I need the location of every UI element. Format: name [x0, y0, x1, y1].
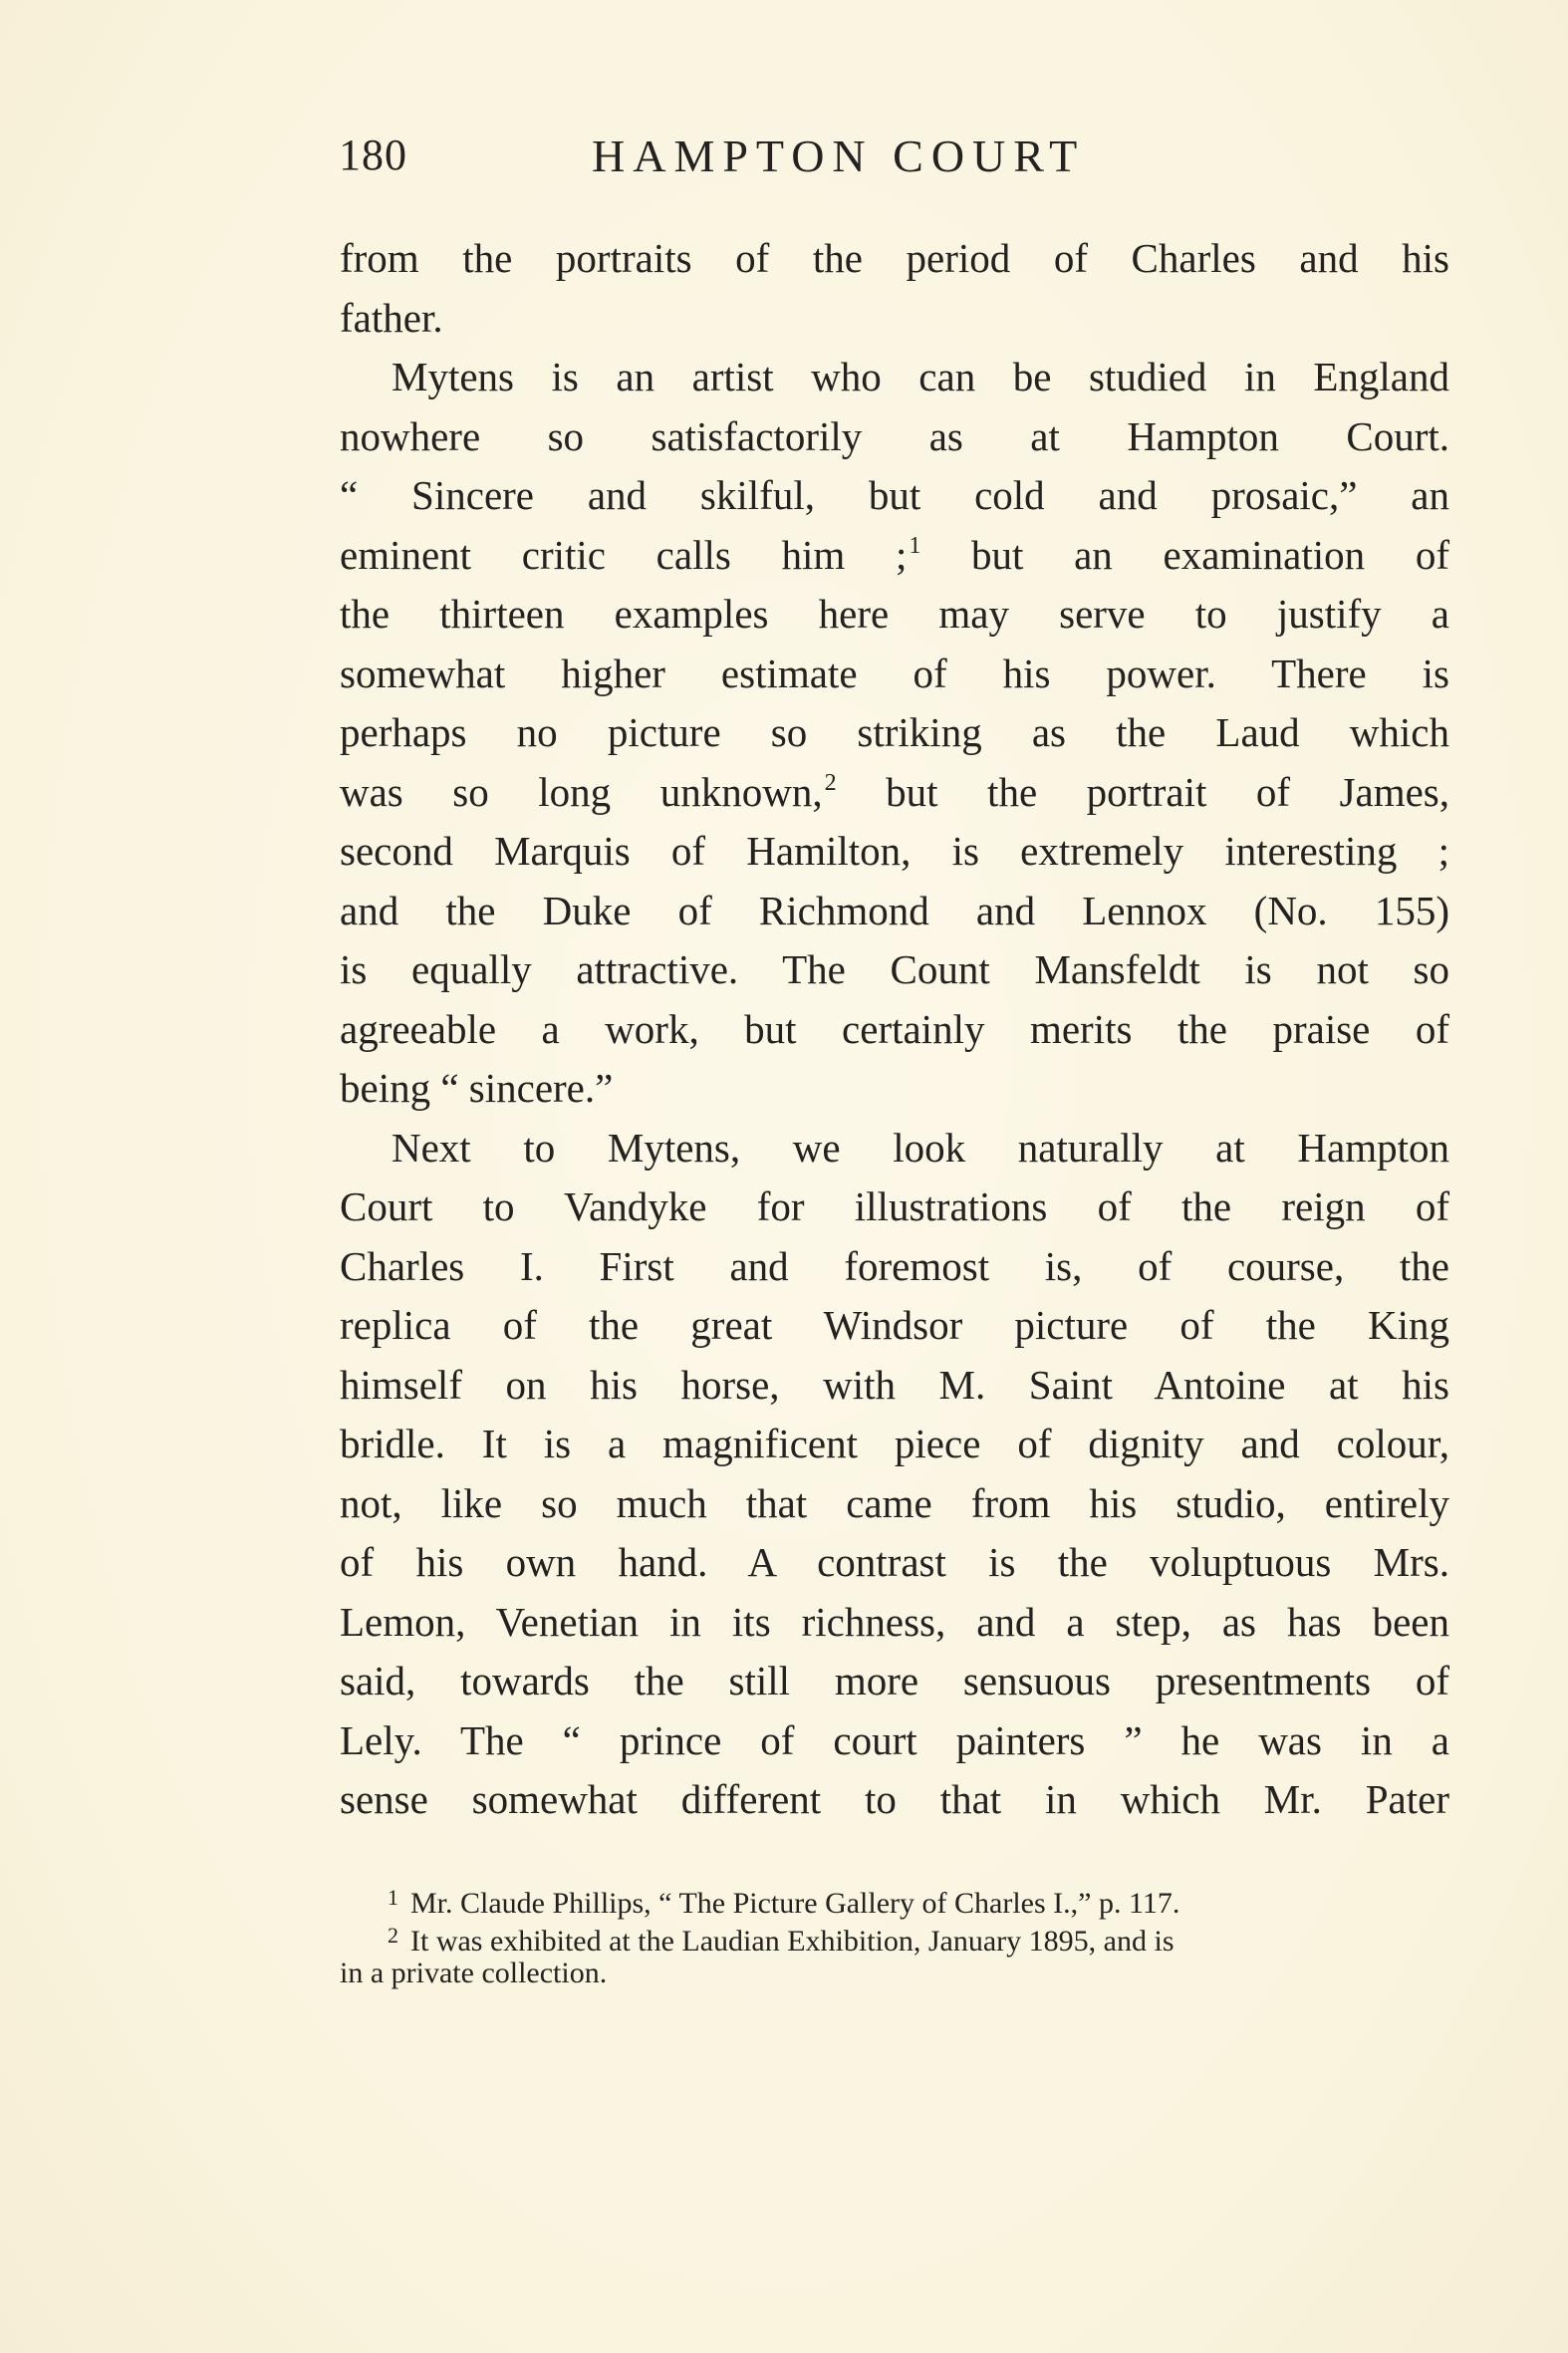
text-line: himself on his horse, with M. Saint Antoine at his — [340, 1361, 1449, 1408]
text-line — [340, 763, 1449, 823]
footnote-mark: 1 — [388, 1885, 398, 1910]
text-line: nowhere so satisfactorily as at Hampton Court. — [340, 412, 1449, 459]
page-number: 180 — [339, 131, 407, 179]
footnote-ref: 2 — [824, 769, 837, 796]
text-line: father. — [340, 294, 443, 341]
text-line: somewhat higher estimate of his power. There is — [340, 650, 1449, 696]
text-line: is equally attractive. The Count Mansfeldt is not so — [340, 946, 1449, 992]
text-line: said, towards the still more sensuous presentments of — [340, 1658, 1449, 1703]
text-line: Lely. The “ prince of court painters ” he was in a — [340, 1716, 1449, 1763]
text-line: Lemon, Venetian in its richness, and a step, as has been — [340, 1598, 1449, 1645]
footnote — [340, 1879, 1449, 1920]
text-segment: but the portrait of James, — [886, 768, 1450, 815]
text-line: agreeable a work, but certainly merits the praise of — [340, 1005, 1449, 1052]
footnotes — [340, 1879, 1449, 1992]
text-line: and the Duke of Richmond and Lennox (No. 155) — [340, 887, 1449, 933]
text-line: Court to Vandyke for illustrations of the reign of — [340, 1183, 1449, 1229]
text-line: from the portraits of the period of Charles and his — [340, 235, 1449, 281]
running-title: HAMPTON COURT — [592, 131, 1086, 181]
footnote-text: Mr. Claude Phillips, “ The Picture Gallery of Charles I.,” p. 117. — [410, 1887, 1180, 1920]
text-line: being “ sincere.” — [340, 1065, 614, 1111]
text-line: the thirteen examples here may serve to justify a — [340, 591, 1449, 637]
text-segment: was so long unknown, — [340, 768, 823, 815]
text-line: Next to Mytens, we look naturally at Hampton — [392, 1124, 1449, 1171]
text-line: replica of the great Windsor picture of the King — [340, 1302, 1449, 1348]
text-line: perhaps no picture so striking as the Laud which — [340, 709, 1449, 755]
text-line — [340, 526, 1449, 586]
text-segment: eminent critic calls him ; — [340, 531, 908, 578]
text-line: sense somewhat different to that in which Mr. Pater — [340, 1776, 1449, 1822]
footnote-ref: 1 — [909, 532, 921, 559]
footnote-text: It was exhibited at the Laudian Exhibition, January 1895, and is — [410, 1925, 1175, 1958]
text-line: bridle. It is a magnificent piece of dignity and colour, — [340, 1421, 1449, 1466]
text-line: of his own hand. A contrast is the voluptuous Mrs. — [340, 1539, 1449, 1585]
text-line: Charles I. First and foremost is, of course, the — [340, 1242, 1449, 1289]
footnote-mark: 2 — [388, 1923, 398, 1948]
text-line: second Marquis of Hamilton, is extremely interesting ; — [340, 828, 1449, 874]
text-line: not, like so much that came from his studio, entirely — [340, 1479, 1449, 1526]
body-text — [340, 229, 1449, 1830]
footnote-continuation: in a private collection. — [340, 1957, 608, 1989]
footnote — [340, 1917, 1449, 1958]
text-segment: but an examination of — [971, 531, 1449, 578]
text-line: “ Sincere and skilful, but cold and prosaic,” an — [340, 472, 1449, 518]
text-line: Mytens is an artist who can be studied in England — [392, 354, 1449, 399]
running-head — [339, 130, 1195, 189]
